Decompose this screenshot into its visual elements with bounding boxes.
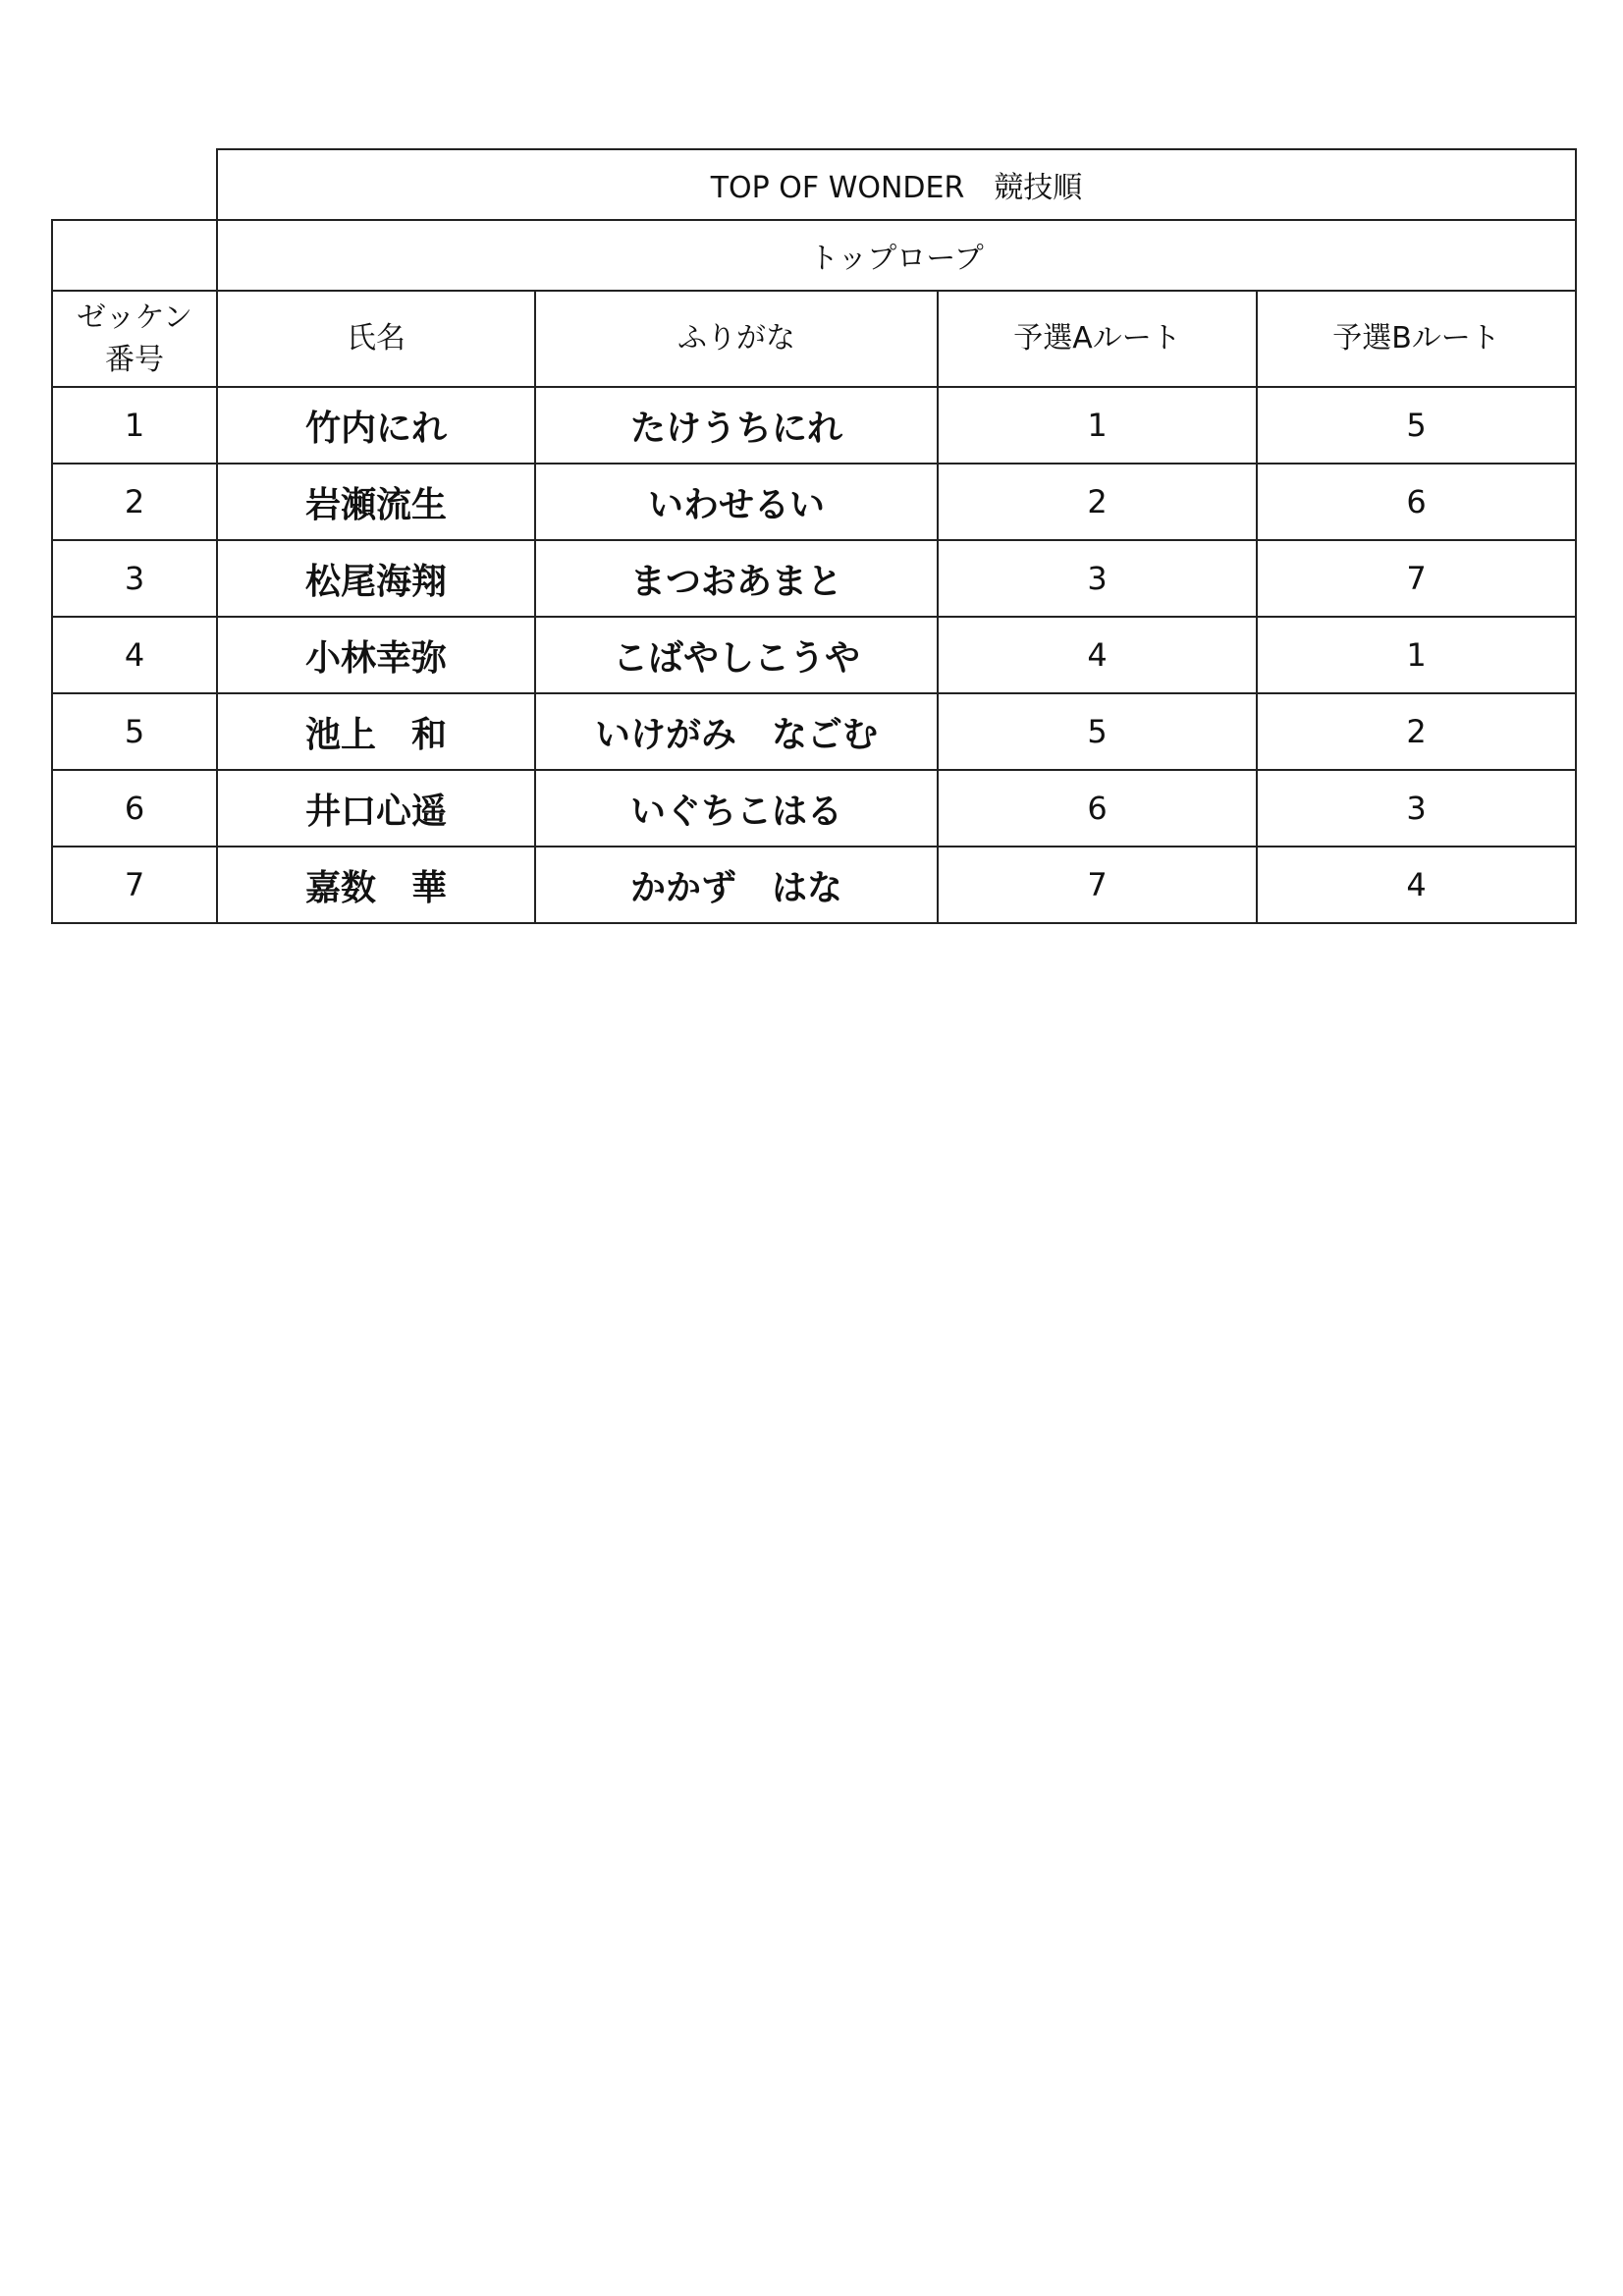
furigana-cell: いけがみ なごむ (535, 693, 938, 770)
route-b-cell: 3 (1257, 770, 1576, 847)
header-route-b: 予選Bルート (1257, 291, 1576, 387)
bib-cell: 1 (52, 387, 217, 464)
bib-cell: 4 (52, 617, 217, 693)
furigana-cell: いわせるい (535, 464, 938, 540)
route-b-cell: 6 (1257, 464, 1576, 540)
corner-blank-cell (52, 149, 217, 220)
header-bib-line1: ゼッケン (77, 300, 192, 335)
header-route-a: 予選Aルート (938, 291, 1257, 387)
header-bib-line2: 番号 (105, 343, 164, 377)
name-cell: 小林幸弥 (217, 617, 535, 693)
name-cell: 岩瀬流生 (217, 464, 535, 540)
competition-order-table (51, 148, 1577, 924)
bib-cell: 5 (52, 693, 217, 770)
table-title: TOP OF WONDER 競技順 (217, 149, 1576, 220)
route-a-cell: 7 (938, 847, 1257, 923)
route-a-cell: 6 (938, 770, 1257, 847)
bib-cell: 6 (52, 770, 217, 847)
header-furigana: ふりがな (535, 291, 938, 387)
bib-cell: 3 (52, 540, 217, 617)
table-row (52, 540, 1576, 617)
title-row (52, 149, 1576, 220)
route-a-cell: 3 (938, 540, 1257, 617)
route-b-cell: 4 (1257, 847, 1576, 923)
route-a-cell: 2 (938, 464, 1257, 540)
subtitle-row (52, 220, 1576, 291)
furigana-cell: まつおあまと (535, 540, 938, 617)
route-a-cell: 1 (938, 387, 1257, 464)
table-row (52, 387, 1576, 464)
bib-cell: 2 (52, 464, 217, 540)
furigana-cell: こばやしこうや (535, 617, 938, 693)
name-cell: 松尾海翔 (217, 540, 535, 617)
table-row (52, 847, 1576, 923)
name-cell: 竹内にれ (217, 387, 535, 464)
table-row (52, 464, 1576, 540)
header-bib (52, 291, 217, 387)
route-a-cell: 5 (938, 693, 1257, 770)
table-subtitle: トップロープ (217, 220, 1576, 291)
table-row (52, 617, 1576, 693)
furigana-cell: かかず はな (535, 847, 938, 923)
route-b-cell: 5 (1257, 387, 1576, 464)
route-b-cell: 2 (1257, 693, 1576, 770)
header-row (52, 291, 1576, 387)
table-row (52, 770, 1576, 847)
route-b-cell: 1 (1257, 617, 1576, 693)
name-cell: 嘉数 華 (217, 847, 535, 923)
route-a-cell: 4 (938, 617, 1257, 693)
furigana-cell: いぐちこはる (535, 770, 938, 847)
bib-cell: 7 (52, 847, 217, 923)
furigana-cell: たけうちにれ (535, 387, 938, 464)
route-b-cell: 7 (1257, 540, 1576, 617)
table-row (52, 693, 1576, 770)
name-cell: 井口心遥 (217, 770, 535, 847)
subtitle-blank-cell (52, 220, 217, 291)
name-cell: 池上 和 (217, 693, 535, 770)
header-name: 氏名 (217, 291, 535, 387)
